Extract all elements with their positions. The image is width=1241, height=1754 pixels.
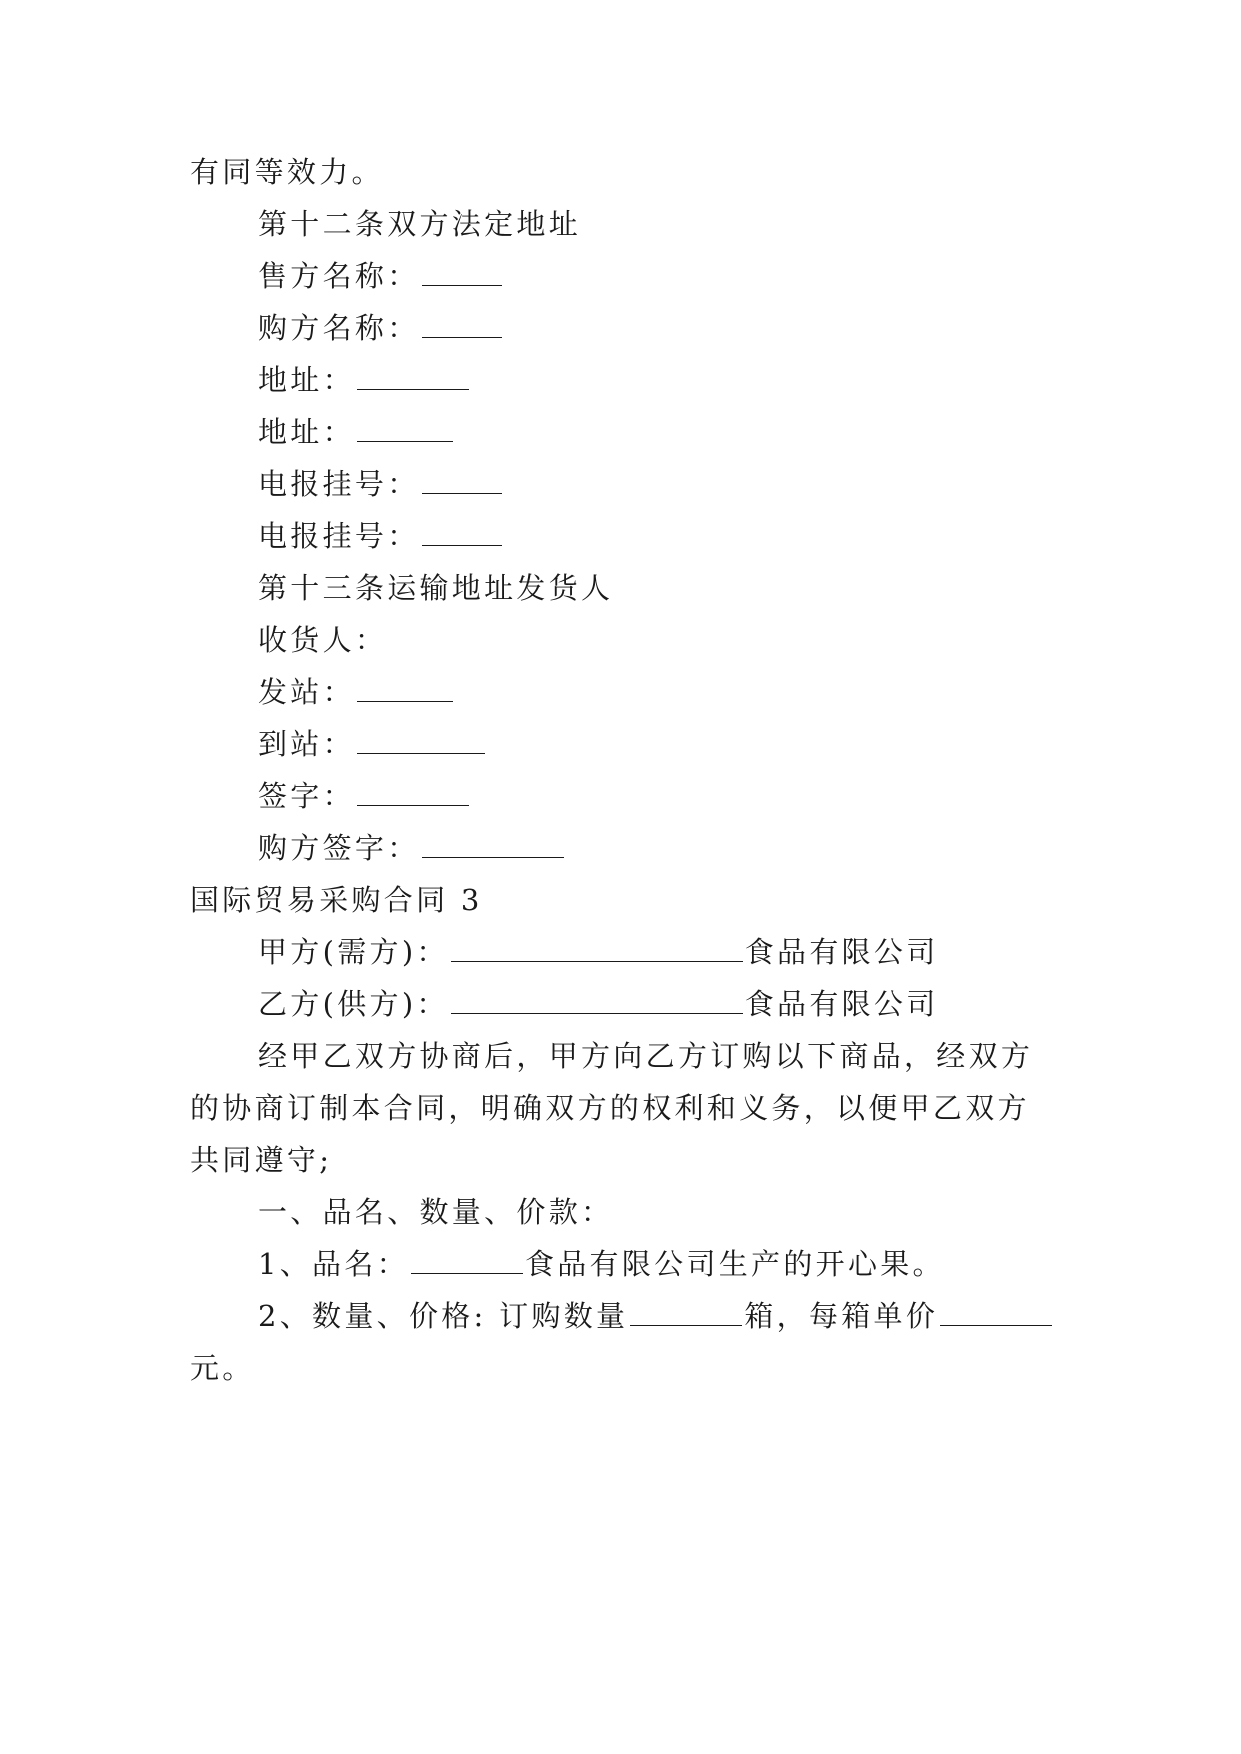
field-label: 2、数量、价格: 订购数量 bbox=[258, 1299, 629, 1333]
field-label: 到站： bbox=[258, 727, 355, 761]
line-text: 的协商订制本合同，明确双方的权利和义务，以便甲乙双方 bbox=[190, 1091, 1030, 1125]
field-label: 购方名称： bbox=[258, 311, 420, 345]
field-label: 购方签字： bbox=[258, 831, 420, 865]
fill-blank bbox=[411, 1251, 523, 1274]
field-label: 售方名称： bbox=[258, 259, 420, 293]
field-line bbox=[258, 1244, 945, 1284]
paragraph-line bbox=[258, 1036, 1033, 1076]
field-label: 电报挂号： bbox=[258, 467, 420, 501]
line-text: 一、品名、数量、价款： bbox=[258, 1195, 614, 1229]
line-text: 收货人： bbox=[258, 623, 388, 657]
fill-blank bbox=[422, 471, 502, 494]
line-text: 元。 bbox=[190, 1351, 255, 1385]
fill-blank bbox=[422, 315, 502, 338]
field-line bbox=[258, 412, 455, 452]
line-text: 有同等效力。 bbox=[190, 155, 384, 189]
field-label: 乙方(供方)： bbox=[258, 987, 449, 1021]
line-text: 国际贸易采购合同 3 bbox=[190, 883, 483, 917]
party-line bbox=[258, 932, 939, 972]
field-suffix: 食品有限公司生产的开心果。 bbox=[524, 1247, 945, 1281]
fill-blank bbox=[422, 263, 502, 286]
field-line bbox=[258, 308, 504, 348]
line-text: 经甲乙双方协商后，甲方向乙方订购以下商品，经双方 bbox=[258, 1039, 1034, 1073]
fill-blank bbox=[357, 419, 453, 442]
fill-blank bbox=[357, 679, 453, 702]
article-heading bbox=[258, 568, 613, 608]
fill-blank bbox=[630, 1303, 742, 1326]
field-line bbox=[258, 724, 487, 764]
paragraph-line bbox=[190, 1140, 332, 1180]
field-middle: 箱，每箱单价 bbox=[744, 1299, 939, 1333]
section-title bbox=[190, 880, 483, 920]
field-label: 签字： bbox=[258, 779, 355, 813]
field-line bbox=[258, 776, 471, 816]
field-line bbox=[258, 1296, 1054, 1336]
fill-blank bbox=[357, 783, 469, 806]
field-label: 电报挂号： bbox=[258, 519, 420, 553]
line-text: 第十三条运输地址发货人 bbox=[258, 571, 614, 605]
field-line bbox=[258, 256, 504, 296]
line-text: 共同遵守; bbox=[190, 1143, 333, 1177]
text-line bbox=[190, 152, 384, 192]
field-label: 1、品名： bbox=[258, 1247, 409, 1281]
fill-blank bbox=[451, 991, 743, 1014]
text-line bbox=[190, 1348, 255, 1388]
field-label: 甲方(需方)： bbox=[258, 935, 449, 969]
fill-blank bbox=[357, 731, 485, 754]
article-heading bbox=[258, 204, 581, 244]
paragraph-line bbox=[190, 1088, 1030, 1128]
field-line bbox=[258, 516, 504, 556]
fill-blank bbox=[451, 939, 743, 962]
field-label: 地址： bbox=[258, 363, 355, 397]
field-line bbox=[258, 672, 455, 712]
fill-blank bbox=[422, 835, 564, 858]
field-label: 发站： bbox=[258, 675, 355, 709]
field-suffix: 食品有限公司 bbox=[744, 987, 939, 1021]
party-line bbox=[258, 984, 939, 1024]
fill-blank bbox=[357, 367, 469, 390]
field-suffix: 食品有限公司 bbox=[744, 935, 939, 969]
fill-blank bbox=[940, 1303, 1052, 1326]
clause-heading bbox=[258, 1192, 613, 1232]
field-line bbox=[258, 828, 566, 868]
fill-blank bbox=[422, 523, 502, 546]
field-line bbox=[258, 464, 504, 504]
text-line bbox=[258, 620, 387, 660]
line-text: 第十二条双方法定地址 bbox=[258, 207, 582, 241]
field-line bbox=[258, 360, 471, 400]
field-label: 地址： bbox=[258, 415, 355, 449]
